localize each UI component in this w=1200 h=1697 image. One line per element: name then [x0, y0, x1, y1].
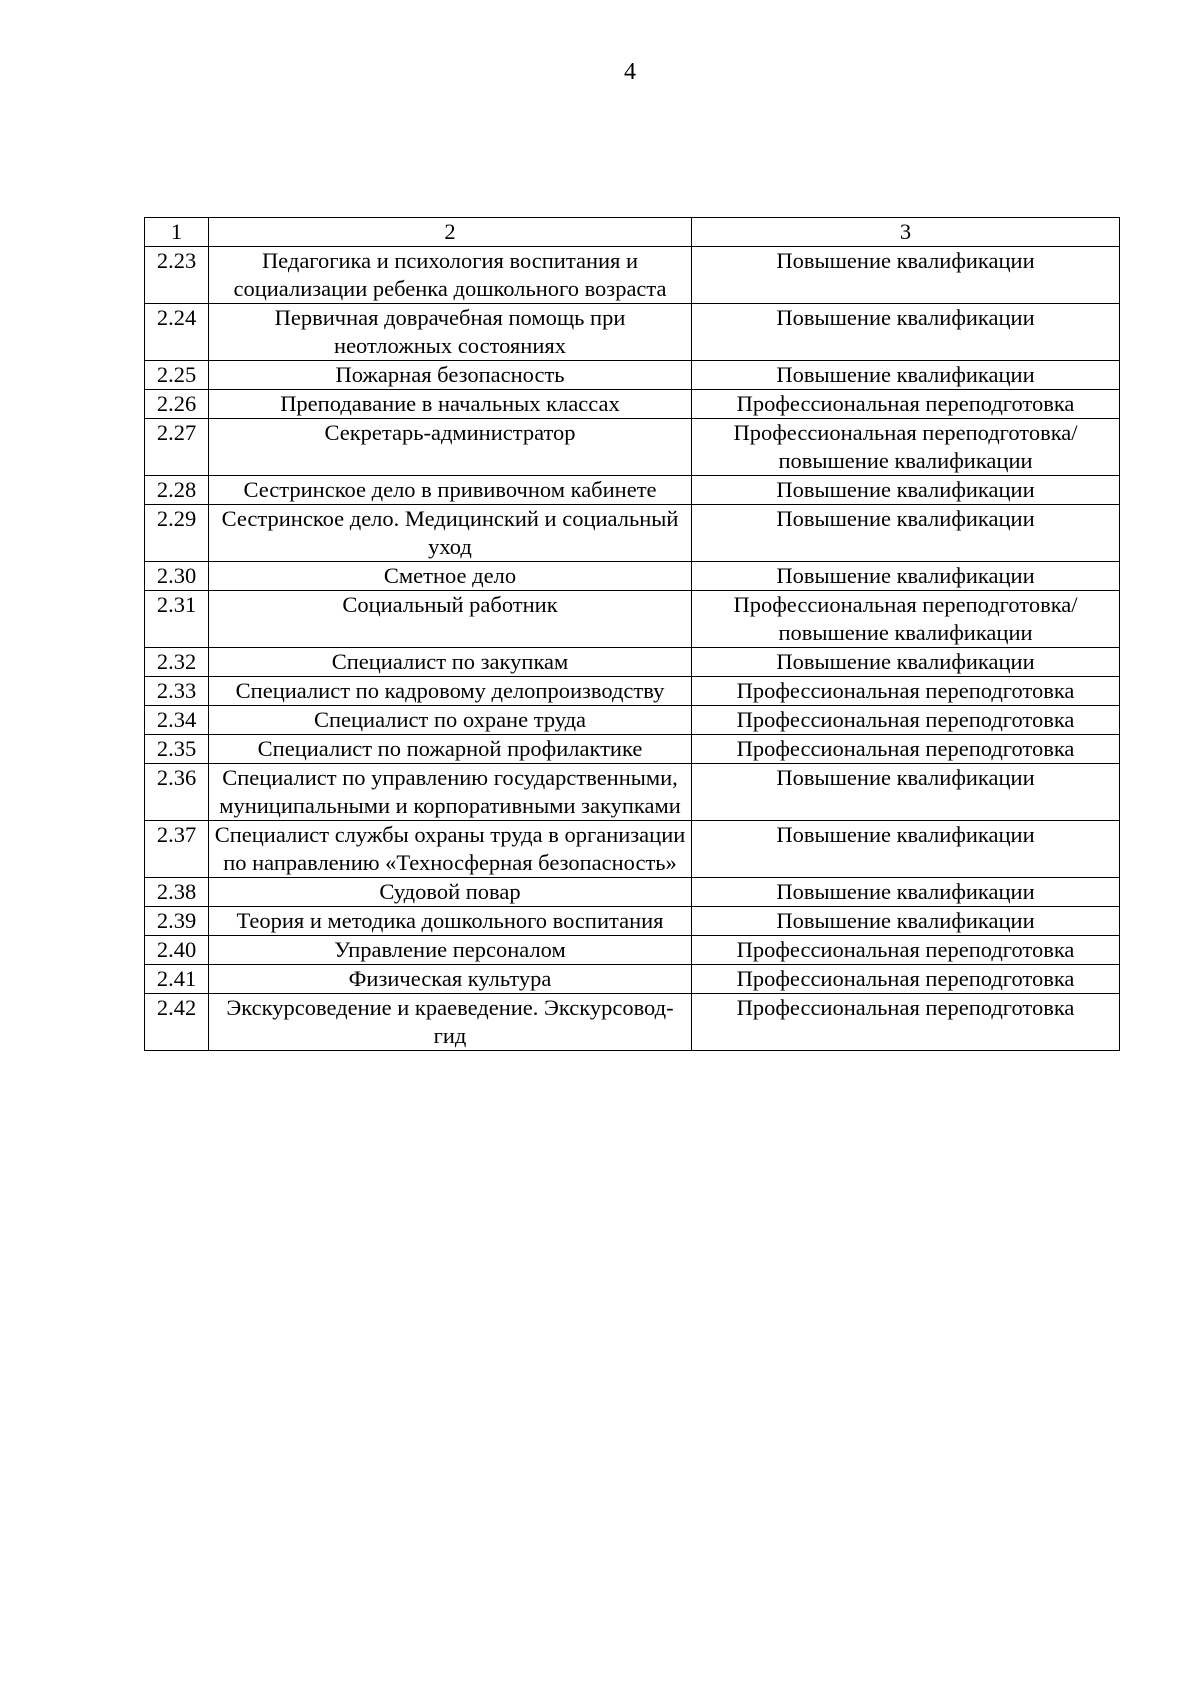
table-row	[145, 591, 1120, 648]
program-name-cell: Специалист службы охраны труда в организации по направлению «Техносферная безопасность»	[209, 821, 692, 878]
page-number: 4	[624, 59, 636, 85]
programs-table	[144, 217, 1120, 1051]
row-number-cell: 2.30	[145, 562, 209, 591]
program-type-cell: Профессиональная переподготовка	[692, 735, 1120, 764]
row-number-cell: 2.36	[145, 764, 209, 821]
program-name-cell: Сестринское дело. Медицинский и социальный уход	[209, 505, 692, 562]
table-row	[145, 562, 1120, 591]
program-type-cell: Повышение квалификации	[692, 562, 1120, 591]
program-type-cell: Повышение квалификации	[692, 648, 1120, 677]
program-name-cell: Социальный работник	[209, 591, 692, 648]
row-number-cell: 2.42	[145, 994, 209, 1051]
table-body	[145, 218, 1120, 1051]
header-cell-number: 1	[145, 218, 209, 247]
row-number-cell: 2.27	[145, 419, 209, 476]
program-name-cell: Преподавание в начальных классах	[209, 390, 692, 419]
program-name-cell: Специалист по охране труда	[209, 706, 692, 735]
program-type-cell: Повышение квалификации	[692, 304, 1120, 361]
row-number-cell: 2.26	[145, 390, 209, 419]
program-type-cell: Повышение квалификации	[692, 764, 1120, 821]
program-type-cell: Профессиональная переподготовка	[692, 936, 1120, 965]
table-row	[145, 764, 1120, 821]
row-number-cell: 2.38	[145, 878, 209, 907]
table-row	[145, 505, 1120, 562]
table-row	[145, 878, 1120, 907]
program-name-cell: Секретарь-администратор	[209, 419, 692, 476]
program-type-cell: Профессиональная переподготовка/повышение квалификации	[692, 419, 1120, 476]
row-number-cell: 2.23	[145, 247, 209, 304]
table-row	[145, 419, 1120, 476]
row-number-cell: 2.31	[145, 591, 209, 648]
table-row	[145, 965, 1120, 994]
header-cell-name: 2	[209, 218, 692, 247]
program-type-cell: Профессиональная переподготовка/повышение квалификации	[692, 591, 1120, 648]
program-name-cell: Сестринское дело в прививочном кабинете	[209, 476, 692, 505]
table-header-row	[145, 218, 1120, 247]
row-number-cell: 2.25	[145, 361, 209, 390]
program-name-cell: Теория и методика дошкольного воспитания	[209, 907, 692, 936]
program-type-cell: Профессиональная переподготовка	[692, 677, 1120, 706]
program-type-cell: Повышение квалификации	[692, 247, 1120, 304]
program-type-cell: Повышение квалификации	[692, 821, 1120, 878]
table-row	[145, 936, 1120, 965]
program-name-cell: Судовой повар	[209, 878, 692, 907]
table-row	[145, 247, 1120, 304]
program-type-cell: Повышение квалификации	[692, 476, 1120, 505]
row-number-cell: 2.41	[145, 965, 209, 994]
program-type-cell: Повышение квалификации	[692, 878, 1120, 907]
row-number-cell: 2.32	[145, 648, 209, 677]
program-type-cell: Повышение квалификации	[692, 907, 1120, 936]
program-name-cell: Управление персоналом	[209, 936, 692, 965]
program-name-cell: Специалист по управлению государственными, муниципальными и корпоративными закупками	[209, 764, 692, 821]
table-row	[145, 994, 1120, 1051]
program-name-cell: Сметное дело	[209, 562, 692, 591]
table-row	[145, 476, 1120, 505]
row-number-cell: 2.28	[145, 476, 209, 505]
program-type-cell: Повышение квалификации	[692, 505, 1120, 562]
table-row	[145, 907, 1120, 936]
row-number-cell: 2.24	[145, 304, 209, 361]
row-number-cell: 2.33	[145, 677, 209, 706]
program-type-cell: Профессиональная переподготовка	[692, 965, 1120, 994]
program-type-cell: Профессиональная переподготовка	[692, 706, 1120, 735]
program-type-cell: Повышение квалификации	[692, 361, 1120, 390]
row-number-cell: 2.39	[145, 907, 209, 936]
program-name-cell: Специалист по закупкам	[209, 648, 692, 677]
row-number-cell: 2.37	[145, 821, 209, 878]
header-cell-type: 3	[692, 218, 1120, 247]
table-row	[145, 735, 1120, 764]
program-name-cell: Физическая культура	[209, 965, 692, 994]
row-number-cell: 2.35	[145, 735, 209, 764]
program-name-cell: Педагогика и психология воспитания и социализации ребенка дошкольного возраста	[209, 247, 692, 304]
table-row	[145, 821, 1120, 878]
program-name-cell: Экскурсоведение и краеведение. Экскурсовод-гид	[209, 994, 692, 1051]
row-number-cell: 2.29	[145, 505, 209, 562]
program-type-cell: Профессиональная переподготовка	[692, 390, 1120, 419]
program-type-cell: Профессиональная переподготовка	[692, 994, 1120, 1051]
table-row	[145, 706, 1120, 735]
program-name-cell: Специалист по пожарной профилактике	[209, 735, 692, 764]
table-row	[145, 390, 1120, 419]
row-number-cell: 2.40	[145, 936, 209, 965]
table-row	[145, 648, 1120, 677]
program-name-cell: Специалист по кадровому делопроизводству	[209, 677, 692, 706]
row-number-cell: 2.34	[145, 706, 209, 735]
program-name-cell: Пожарная безопасность	[209, 361, 692, 390]
program-name-cell: Первичная доврачебная помощь при неотложных состояниях	[209, 304, 692, 361]
table-row	[145, 677, 1120, 706]
table-row	[145, 304, 1120, 361]
table-row	[145, 361, 1120, 390]
